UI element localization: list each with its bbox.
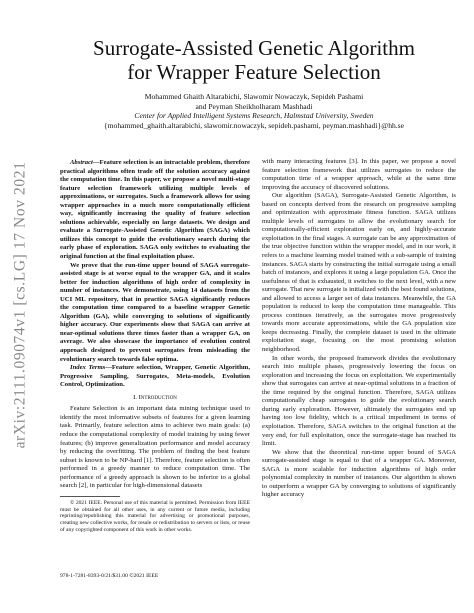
footnote-rule <box>60 496 120 497</box>
right-paragraph-2: Our algorithm (SAGA), Surrogate-Assisted Genetic Algorithm, is based on concepts derived from the research on progressive sampling and optimization with approximate fitness function. SAGA utilizes multiple levels of surrogates to allow the evolutionary search for computationally-efficient exploration early on, and highly-accurate exploitation in the final stages. A surrogate can be any approximation of the true objective function within the wrapper model, and in our work, it refers to a machine learning model trained with a sub-sample of training instances. SAGA starts by constructing the initial surrogate using a small batch of instances, and explores it using a large population GA. Once the usefulness of that is exhausted, it switches to the next level, with a new surrogate. That new surrogate is initialized with the best found solutions, and allowed to access a larger set of data instances. Meanwhile, the GA population is reduced to keep the computation time manageable. This process continues iteratively, as the surrogates move progressively towards more accurate approximations, while the GA population size keeps decreasing. Finally, the complete dataset is used in the ultimate exploitation stage, focusing on the most promising solution neighborhood. <box>262 192 456 354</box>
right-paragraph-1: with many interacting features [3]. In this paper, we propose a novel feature selection framework that utilizes surrogates to reduce the computation time of a wrapper approach, while at the same time improving the accuracy of discovered solutions. <box>262 158 456 191</box>
right-paragraph-4: We show that the theoretical run-time upper bound of SAGA surrogate-assisted stage is equal to that of a wrapper GA. Moreover, SAGA is more scalable for induction algorithms of high order polynomial complexity in number of instances. Our algorithm is shown to outperform a wrapper GA by converging to solutions of significantly higher accuracy <box>262 448 456 499</box>
abstract <box>60 159 250 262</box>
isbn-line: 978-1-7281-8393-0/21/$31.00 ©2021 IEEE <box>60 573 159 579</box>
abstract-paragraph-2: We prove that the run-time upper bound of SAGA surrogate-assisted stage is at worse equal to the wrapper GA, and it scales better for induction algorithms of high order of complexity in number of instances. We demonstrate, using 14 datasets from the UCI ML repository, that in practice SAGA significantly reduces the computation time compared to a baseline wrapper Genetic Algorithm (GA), while converging to solutions of significantly higher accuracy. Our experiments show that SAGA can arrive at near-optimal solutions three times faster than a wrapper GA, on average. We also showcase the importance of evolution control approach designed to prevent surrogates from misleading the evolutionary search towards false optima. <box>60 261 250 363</box>
title-line-1: Surrogate-Assisted Genetic Algorithm <box>93 36 415 60</box>
emails: {mohammed_ghaith.altarabichi, slawomir.nowaczyk, sepideh.pashami, peyman.mashhadi}@hh.se <box>103 120 405 130</box>
index-terms <box>60 364 250 390</box>
right-column <box>262 158 456 500</box>
authors-line-2: and Peyman Sheikholharam Mashhadi <box>195 101 313 111</box>
left-column <box>60 159 250 534</box>
arxiv-stamp: arXiv:2111.09074v1 [cs.LG] 17 Nov 2021 <box>11 161 28 449</box>
copyright-footnote: © 2021 IEEE. Personal use of this material is permitted. Permission from IEEE must be obtained for all other uses, in any current or future media, including reprinting/republishing this material for advertising or promotional purposes, creating new collective works, for resale or redistribution to servers or lists, or reuse of any copyrighted component of this work in other works. <box>60 499 250 533</box>
index-terms-text: —Feature selection, Wrapper, Genetic Algorithm, Progressive Sampling, Surrogates, Meta-models, Evolution Control, Optimization. <box>60 364 250 389</box>
section-heading: I. Introduction <box>133 393 177 401</box>
abstract-lead: Abstract <box>70 159 93 166</box>
paper-title <box>44 36 464 84</box>
title-line-2: for Wrapper Feature Selection <box>127 60 381 84</box>
author-block <box>44 92 464 130</box>
authors-line-1: Mohammed Ghaith Altarabichi, Slawomir Nowaczyk, Sepideh Pashami <box>144 92 364 101</box>
index-terms-lead: Index Terms <box>70 364 106 372</box>
abstract-text: —Feature selection is an intractable problem, therefore practical algorithms often trade off the solution accuracy against the computation time. In this paper, we propose a novel multi-stage feature selection framework utilizing multiple levels of approximations, or surrogates. Such a framework allows for using wrapper approaches in a much more computationally efficient way, significantly increasing the quality of feature selection solutions achievable, especially on large datasets. We design and evaluate a Surrogate-Assisted Genetic Algorithm (SAGA) which utilizes this concept to guide the evolutionary search during the early phase of exploration. SAGA only switches to evaluating the original function at the final exploitation phase. <box>60 159 250 261</box>
right-paragraph-3: In other words, the proposed framework divides the evolutionary search into multiple phases, progressively lowering the focus on exploration and increasing the focus on exploitation. We experimentally show that surrogates can arrive at near-optimal solutions in a fraction of the time required by the original function. Therefore, SAGA utilizes computationally cheap surrogates to guide the evolutionary search during early exploration. However, ultimately the surrogates end up having too low fidelity, which is a critical impediment in terms of exploitation. Therefore, SAGA switches to the original function at the very end, for full exploitation, once the surrogate-stage has reached its limit. <box>262 354 456 448</box>
intro-paragraph: Feature Selection is an important data mining technique used to identify the most informative subsets of features for a given learning task. Primarily, feature selection aims to achieve two main goals: (a) reduce the computational complexity of model training by using fewer features; (b) improve generalization performance and model accuracy by reducing the overfitting. The problem of finding the best feature subset is known to be NP-hard [1]. Therefore, feature selection is often performed in a greedy manner to reduce computation time. The performance of a greedy approach is shown to be inferior to a global search [2], in particular for high-dimensional datasets <box>60 405 250 490</box>
institution: Center for Applied Intelligent Systems Research, Halmstad University, Sweden <box>134 111 374 121</box>
